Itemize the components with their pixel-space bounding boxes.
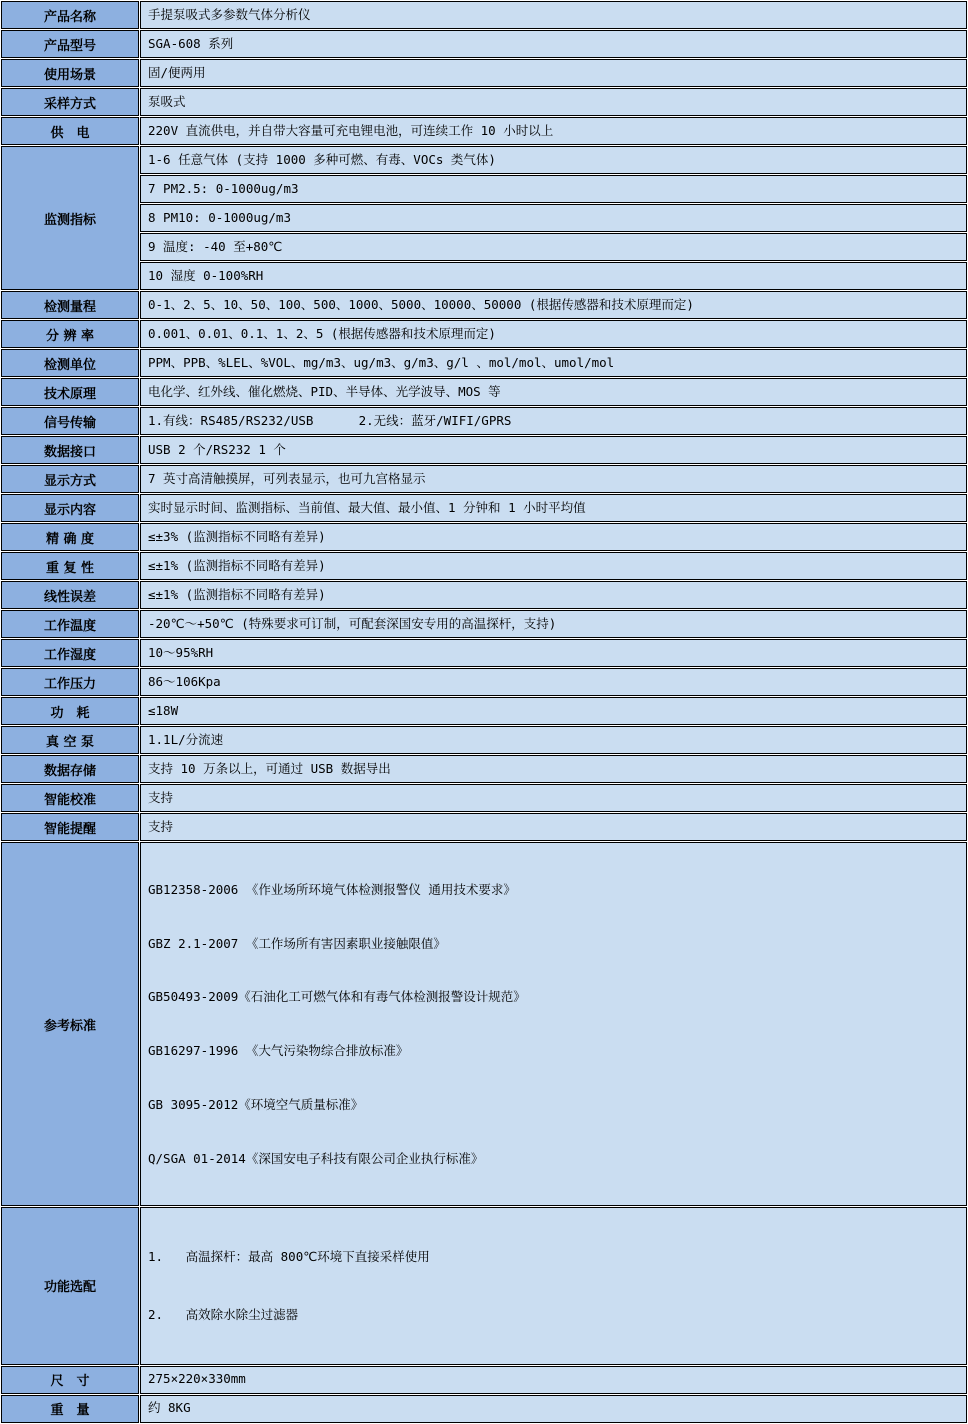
row-label: 检测量程 <box>1 291 139 319</box>
row-working-humidity <box>1 639 967 667</box>
row-label: 重 量 <box>1 1395 139 1423</box>
row-value: 0.001、0.01、0.1、1、2、5 (根据传感器和技术原理而定) <box>140 320 967 348</box>
row-label: 产品名称 <box>1 1 139 29</box>
row-monitoring-indicators-sub <box>1 204 967 232</box>
row-value: USB 2 个/RS232 1 个 <box>140 436 967 464</box>
row-model <box>1 30 967 58</box>
row-usage-scenario <box>1 59 967 87</box>
standard-line: GB50493-2009《石油化工可燃气体和有毒气体检测报警设计规范》 <box>148 989 526 1005</box>
standard-line: GB12358-2006 《作业场所环境气体检测报警仪 通用技术要求》 <box>148 881 516 897</box>
row-label: 工作湿度 <box>1 639 139 667</box>
option-line: 2. 高效除水除尘过滤器 <box>148 1306 299 1322</box>
row-value: SGA-608 系列 <box>140 30 967 58</box>
row-label: 信号传输 <box>1 407 139 435</box>
row-label: 功能选配 <box>1 1207 139 1364</box>
indicator-sub-row: 10 湿度 0-100%RH <box>140 262 967 290</box>
row-value: 固/便两用 <box>140 59 967 87</box>
row-accuracy <box>1 523 967 551</box>
row-linearity-error <box>1 581 967 609</box>
row-weight <box>1 1395 967 1423</box>
row-reference-standards <box>1 842 967 1206</box>
row-value: 支持 <box>140 784 967 812</box>
row-monitoring-indicators-sub <box>1 233 967 261</box>
row-value: ≤±3% (监测指标不同略有差异) <box>140 523 967 551</box>
row-repeatability <box>1 552 967 580</box>
row-label: 线性误差 <box>1 581 139 609</box>
row-label: 采样方式 <box>1 88 139 116</box>
row-detection-unit <box>1 349 967 377</box>
row-data-storage <box>1 755 967 783</box>
row-value: 1.有线：RS485/RS232/USB 2.无线：蓝牙/WIFI/GPRS <box>140 407 967 435</box>
row-label: 数据存储 <box>1 755 139 783</box>
row-label: 检测单位 <box>1 349 139 377</box>
row-smart-reminder <box>1 813 967 841</box>
row-working-temperature <box>1 610 967 638</box>
row-value: PPM、PPB、%LEL、%VOL、mg/m3、ug/m3、g/m3、g/l 、mol/mol、umol/mol <box>140 349 967 377</box>
row-value: 275×220×330mm <box>140 1366 967 1394</box>
row-value: 1.1L/分流速 <box>140 726 967 754</box>
row-label: 精 确 度 <box>1 523 139 551</box>
row-value <box>140 1207 967 1364</box>
row-value: 86～106Kpa <box>140 668 967 696</box>
row-label: 真 空 泵 <box>1 726 139 754</box>
row-label: 智能提醒 <box>1 813 139 841</box>
row-smart-calibration <box>1 784 967 812</box>
row-label: 工作压力 <box>1 668 139 696</box>
standard-line: Q/SGA 01-2014《深国安电子科技有限公司企业执行标准》 <box>148 1150 484 1166</box>
row-monitoring-indicators-sub <box>1 262 967 290</box>
row-vacuum-pump <box>1 726 967 754</box>
row-label: 分 辨 率 <box>1 320 139 348</box>
row-label: 监测指标 <box>1 146 139 290</box>
row-value: 220V 直流供电，并自带大容量可充电锂电池，可连续工作 10 小时以上 <box>140 117 967 145</box>
row-label: 参考标准 <box>1 842 139 1206</box>
row-value: 约 8KG <box>140 1395 967 1423</box>
row-data-interface <box>1 436 967 464</box>
indicator-sub-row: 1-6 任意气体 (支持 1000 多种可燃、有毒、VOCs 类气体) <box>140 146 967 174</box>
row-power-consumption <box>1 697 967 725</box>
row-product-name <box>1 1 967 29</box>
option-line: 1. 高温探杆：最高 800℃环境下直接采样使用 <box>148 1249 430 1264</box>
row-label: 尺 寸 <box>1 1366 139 1394</box>
indicator-sub-row: 8 PM10: 0-1000ug/m3 <box>140 204 967 232</box>
row-label: 技术原理 <box>1 378 139 406</box>
row-value: 7 英寸高清触摸屏，可列表显示，也可九宫格显示 <box>140 465 967 493</box>
row-optional-features <box>1 1207 967 1364</box>
row-power-supply <box>1 117 967 145</box>
row-label: 数据接口 <box>1 436 139 464</box>
standard-line: GB16297-1996 《大气污染物综合排放标准》 <box>148 1043 409 1058</box>
row-value: ≤±1% (监测指标不同略有差异) <box>140 581 967 609</box>
row-detection-range <box>1 291 967 319</box>
row-display-mode <box>1 465 967 493</box>
indicator-sub-row: 9 温度: -40 至+80℃ <box>140 233 967 261</box>
row-label: 显示内容 <box>1 494 139 522</box>
indicator-sub-row: 7 PM2.5: 0-1000ug/m3 <box>140 175 967 203</box>
row-value: ≤±1% (监测指标不同略有差异) <box>140 552 967 580</box>
row-label: 功 耗 <box>1 697 139 725</box>
row-value: 泵吸式 <box>140 88 967 116</box>
row-technical-principle <box>1 378 967 406</box>
row-value: 支持 <box>140 813 967 841</box>
row-monitoring-indicators-sub <box>1 175 967 203</box>
row-value: 10～95%RH <box>140 639 967 667</box>
standard-line: GBZ 2.1-2007 《工作场所有害因素职业接触限值》 <box>148 935 446 951</box>
row-value: 实时显示时间、监测指标、当前值、最大值、最小值、1 分钟和 1 小时平均值 <box>140 494 967 522</box>
row-sampling-method <box>1 88 967 116</box>
row-value <box>140 842 967 1206</box>
row-display-content <box>1 494 967 522</box>
row-value: 手提泵吸式多参数气体分析仪 <box>140 1 967 29</box>
row-label: 供 电 <box>1 117 139 145</box>
row-dimensions <box>1 1366 967 1394</box>
row-value: 0-1、2、5、10、50、100、500、1000、5000、10000、50000 (根据传感器和技术原理而定) <box>140 291 967 319</box>
row-value: ≤18W <box>140 697 967 725</box>
row-signal-transmission <box>1 407 967 435</box>
row-label: 工作温度 <box>1 610 139 638</box>
row-label: 使用场景 <box>1 59 139 87</box>
row-value: -20℃～+50℃ (特殊要求可订制，可配套深国安专用的高温探杆，支持) <box>140 610 967 638</box>
row-label: 重 复 性 <box>1 552 139 580</box>
row-label: 显示方式 <box>1 465 139 493</box>
row-working-pressure <box>1 668 967 696</box>
row-label: 产品型号 <box>1 30 139 58</box>
row-value: 支持 10 万条以上，可通过 USB 数据导出 <box>140 755 967 783</box>
row-label: 智能校准 <box>1 784 139 812</box>
row-value: 电化学、红外线、催化燃烧、PID、半导体、光学波导、MOS 等 <box>140 378 967 406</box>
row-resolution <box>1 320 967 348</box>
standard-line: GB 3095-2012《环境空气质量标准》 <box>148 1096 364 1112</box>
row-monitoring-indicators <box>1 146 967 174</box>
